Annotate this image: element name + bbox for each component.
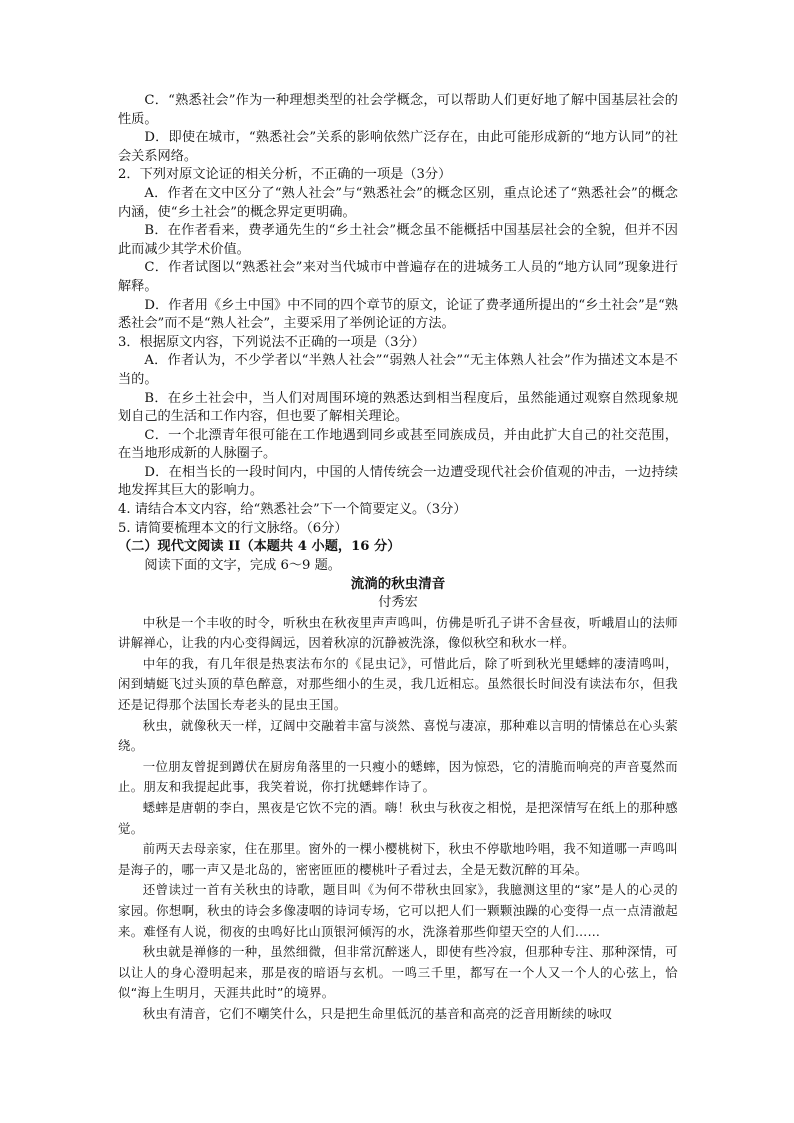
q3-option-b: B．在乡土社会中，当人们对周围环境的熟悉达到相当程度后，虽然能通过观察自然现象规划自己的生活和工作内容，但也要了解相关理论。: [118, 390, 678, 425]
essay-author: 付秀宏: [378, 595, 418, 611]
q2-option-d: D．作者用《乡土中国》中不同的四个章节的原文，论证了费孝通所提出的“乡土社会”是“熟悉社会”而不是“熟人社会”，主要采用了举例论证的方法。: [118, 297, 678, 332]
essay-paragraph: 秋虫有清音，它们不嘲笑什么，只是把生命里低沉的基音和高亮的泛音用断续的咏叹: [142, 1005, 613, 1021]
q1-option-d: D．即使在城市，“熟悉社会”关系的影响依然广泛存在，由此可能形成新的“地方认同”的社会关系网络。: [118, 130, 678, 164]
q3-option-d: D．在相当长的一段时间内，中国的人情传统会一边遭受现代社会价值观的冲击，一边持续地发挥其巨大的影响力。: [118, 464, 678, 499]
essay-paragraph: 中年的我，有几年很是热衷法布尔的《昆虫记》，可惜此后，除了听到秋光里蟋蟀的凄清鸣叫，闲到蜻蜓飞过头顶的草色醉意，对那些细小的生灵，我几近相忘。虽然很长时间没有读法布尔，但我还是记得那个法国长寿老头的昆虫王国。: [118, 655, 678, 712]
essay-paragraph: 一位朋友曾捉到蹲伏在厨房角落里的一只瘦小的蟋蟀，因为惊恐，它的清脆而响亮的声音戛然而止。朋友和我提起此事，我笑着说，你打扰蟋蟀作诗了。: [118, 758, 678, 795]
q2-option-b: B．在作者看来，费孝通先生的“乡土社会”概念虽不能概括中国基层社会的全貌，但并不因此而减少其学术价值。: [118, 223, 678, 257]
q3-option-c: C．一个北漂青年很可能在工作地遇到同乡或甚至同族成员，并由此扩大自己的社交范围，在当地形成新的人脉圈子。: [118, 427, 678, 462]
exam-page: [118, 92, 678, 1025]
q4-stem: 4. 请结合本文内容，给“熟悉社会”下一个简要定义。（3分）: [118, 502, 467, 518]
essay-paragraph: 秋虫就是禅修的一种，虽然细微，但非常沉醉迷人，即使有些冷寂，但那种专注、那种深情，可以让人的身心澄明起来，那是夜的暗语与玄机。一鸣三千里，都写在一个人又一个人的心弦上，恰似“海上生明月，天涯共此时”的境界。: [118, 944, 678, 1001]
q2-stem: 2．下列对原文论证的相关分析，不正确的一项是（3分）: [118, 167, 452, 183]
essay-paragraph: 前两天去母亲家，住在那里。窗外的一棵小樱桃树下，秋虫不停歇地吟唱，我不知道哪一声鸣叫是海子的，哪一声又是北岛的，密密匝匝的樱桃叶子看过去，全是无数沉醉的耳朵。: [118, 841, 678, 877]
essay-title: 流淌的秋虫清音: [350, 576, 446, 593]
q5-stem: 5. 请简要梳理本文的行文脉络。（6分）: [118, 520, 348, 536]
q2-option-c: C．作者试图以“熟悉社会”来对当代城市中普遍存在的进城务工人员的“地方认同”现象进行解释。: [118, 260, 678, 294]
q2-option-a: A．作者在文中区分了“熟人社会”与“熟悉社会”的概念区别，重点论述了“熟悉社会”的概念内涵，使“乡土社会”的概念界定更明确。: [118, 185, 678, 220]
q1-option-c: C．“熟悉社会”作为一种理想类型的社会学概念，可以帮助人们更好地了解中国基层社会的性质。: [118, 93, 678, 127]
q3-option-a: A．作者认为，不少学者以“半熟人社会”“弱熟人社会”“无主体熟人社会”作为描述文本是不当的。: [118, 353, 678, 387]
section-heading: （二）现代文阅读 II（本题共 4 小题，16 分）: [118, 539, 401, 555]
section-instruction: 阅读下面的文字，完成 6～9 题。: [144, 557, 341, 573]
essay-paragraph: 秋虫，就像秋天一样，辽阔中交融着丰富与淡然、喜悦与凄凉，那种难以言明的情愫总在心头萦绕。: [118, 717, 678, 754]
essay-paragraph: 蟋蟀是唐朝的李白，黑夜是它饮不完的酒。嗨！秋虫与秋夜之相悦，是把深情写在纸上的那种感觉。: [118, 799, 678, 836]
essay-paragraph: 还曾读过一首有关秋虫的诗歌，题目叫《为何不带秋虫回家》，我臆测这里的“家”是人的心灵的家园。你想啊，秋虫的诗会多像凄咽的诗词专场，它可以把人们一颗颗浊躁的心变得一点一点清澈起来。难怪有人说，彻夜的虫鸣好比山顶银河倾泻的水，洗涤着那些仰望天空的人们……: [118, 882, 678, 939]
essay-paragraph: 中秋是一个丰收的时令，听秋虫在秋夜里声声鸣叫，仿佛是听孔子讲不舍昼夜，听峨眉山的法师讲解禅心，让我的内心变得阔远，因着秋凉的沉静被洗涤，像似秋空和秋水一样。: [118, 614, 678, 651]
q3-stem: 3．根据原文内容，下列说法不正确的一项是（3分）: [118, 334, 425, 350]
